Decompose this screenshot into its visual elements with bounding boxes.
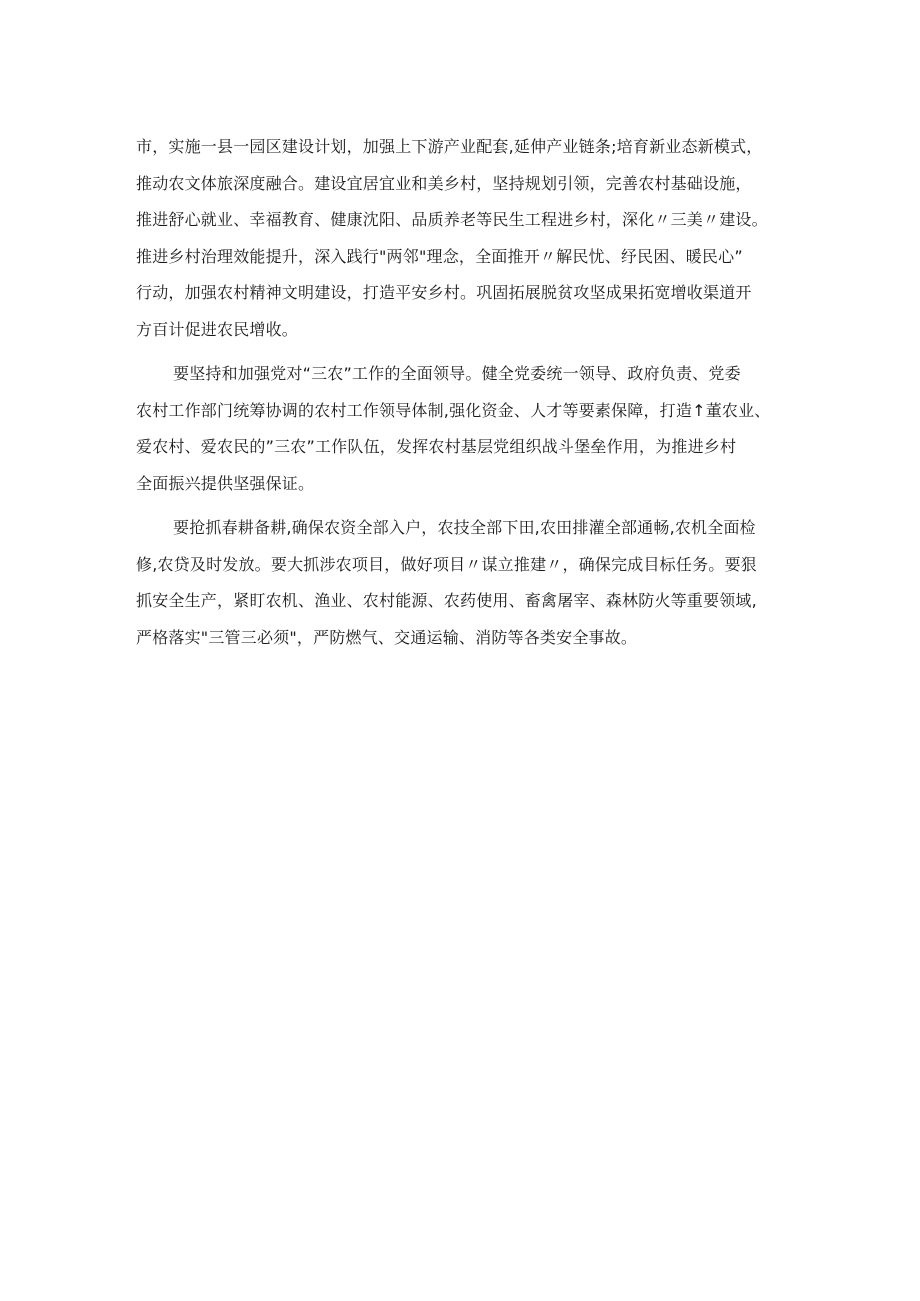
- text-line: 农村工作部门统筹协调的农村工作领导体制,强化资金、人才等要素保障，打造↑董农业、: [136, 400, 771, 420]
- document-body: [136, 129, 796, 664]
- text-line: 要抢抓春耕备耕,确保农资全部入户，农技全部下田,农田排灌全部通畅,农机全面检: [173, 518, 756, 537]
- text-line: 行动，加强农村精神文明建设，打造平安乡村。巩固拓展脱贫攻坚成果拓宽增收渠道开: [136, 283, 752, 302]
- text-line: 全面振兴提供坚强保证。: [136, 473, 315, 493]
- text-line: 推进舒心就业、幸福教育、健康沈阳、品质养老等民生工程进乡村，深化〃三美〃建设。: [136, 210, 768, 229]
- text-line: 爱农村、爱农民的”三农”工作队伍，发挥农村基层党组织战斗堡垒作用，为推进乡村: [136, 437, 737, 456]
- text-line: 要坚持和加强党对“三农”工作的全面领导。健全党委统一领导、政府负责、党委: [173, 364, 741, 383]
- paragraph-3: [136, 510, 796, 656]
- text-line: 推动农文体旅深度融合。建设宜居宜业和美乡村，坚持规划引领，完善农村基础设施，: [136, 173, 752, 193]
- text-line: 市，实施一县一园区建设计划，加强上下游产业配套,延伸产业链条;培育新业态新模式，: [136, 137, 763, 156]
- text-line: 方百计促进农民增收。: [136, 319, 299, 339]
- text-line: 修,农贷及时发放。要大抓涉农项目，做好项目〃谋立推建〃，确保完成目标任务。要狠: [136, 554, 757, 574]
- paragraph-1: [136, 129, 796, 348]
- text-line: 抓安全生产，紧盯农机、渔业、农村能源、农药使用、畜禽屠宰、森林防火等重要领域,: [136, 591, 757, 610]
- text-line: 推进乡村治理效能提升，深入践行"两邻"理念，全面推开〃解民忧、纾民困、暖民心”: [136, 246, 743, 266]
- text-line: 严格落实"三管三必须"，严防燃气、交通运输、消防等各类安全事故。: [136, 627, 638, 647]
- paragraph-2: [136, 356, 796, 502]
